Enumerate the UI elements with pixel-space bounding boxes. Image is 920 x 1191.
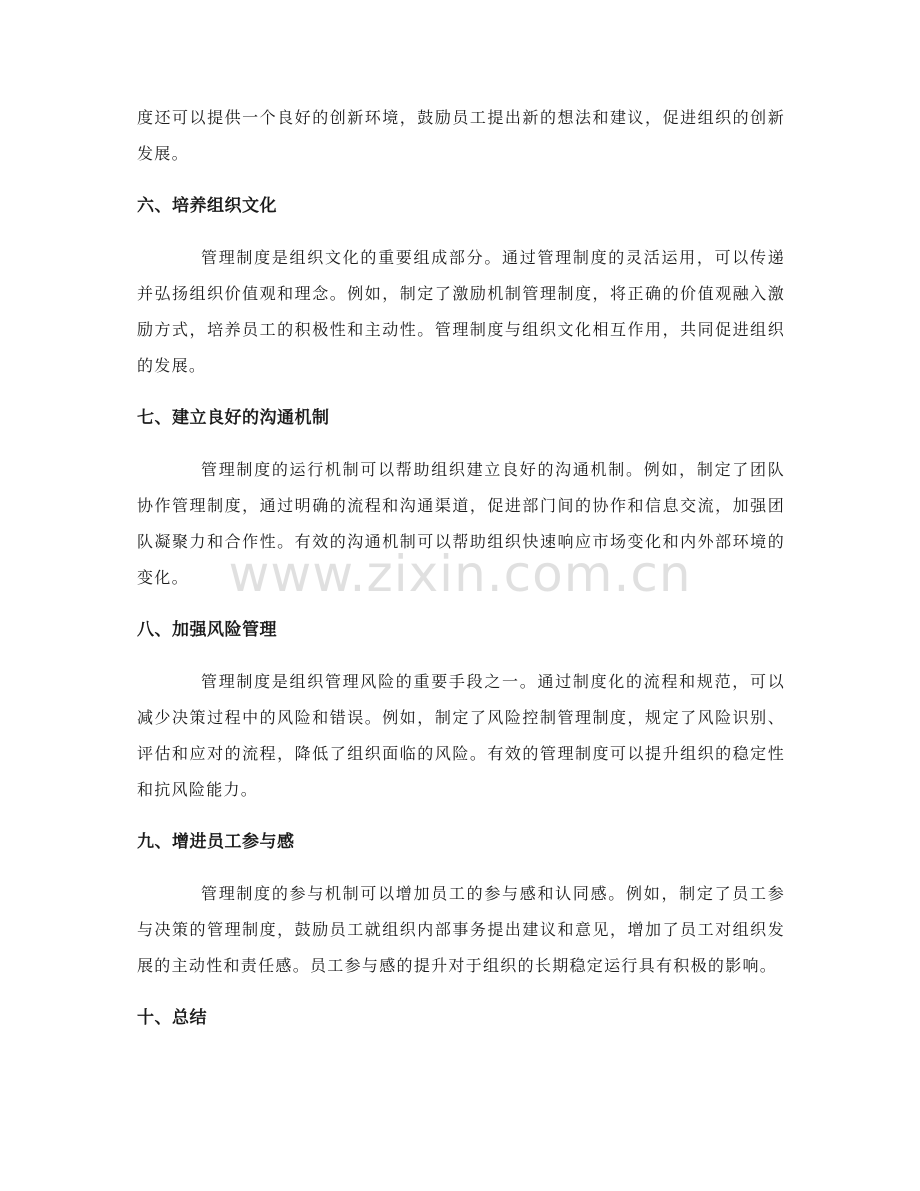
section-body-culture: 管理制度是组织文化的重要组成部分。通过管理制度的灵活运用，可以传递并弘扬组织价值观和理念。例如，制定了激励机制管理制度，将正确的价值观融入激励方式，培养员工的积极性和主动性。管理制度与组织文化相互作用，共同促进组织的发展。: [137, 248, 785, 375]
watermark: www.zixin.com.cn: [228, 545, 692, 603]
section-body-communication: 管理制度的运行机制可以帮助组织建立良好的沟通机制。例如，制定了团队协作管理制度，通过明确的流程和沟通渠道，促进部门间的协作和信息交流，加强团队凝聚力和合作性。有效的沟通机制可以帮助组织快速响应市场变化和内外部环境的变化。: [137, 460, 785, 587]
section-heading-communication: 七、建立良好的沟通机制: [137, 408, 330, 428]
section-body-risk: 管理制度是组织管理风险的重要手段之一。通过制度化的流程和规范，可以减少决策过程中的风险和错误。例如，制定了风险控制管理制度，规定了风险识别、评估和应对的流程，降低了组织面临的风险。有效的管理制度可以提升组织的稳定性和抗风险能力。: [137, 672, 785, 799]
intro-paragraph: 度还可以提供一个良好的创新环境，鼓励员工提出新的想法和建议，促进组织的创新发展。: [137, 108, 785, 163]
document-content: [137, 100, 785, 1052]
section-heading-culture: 六、培养组织文化: [137, 196, 277, 216]
section-heading-risk: 八、加强风险管理: [137, 620, 277, 640]
section-body-participation: 管理制度的参与机制可以增加员工的参与感和认同感。例如，制定了员工参与决策的管理制度，鼓励员工就组织内部事务提出建议和意见，增加了员工对组织发展的主动性和责任感。员工参与感的提升对于组织的长期稳定运行具有积极的影响。: [137, 884, 785, 975]
section-heading-participation: 九、增进员工参与感: [137, 832, 295, 852]
section-heading-summary: 十、总结: [137, 1008, 207, 1028]
